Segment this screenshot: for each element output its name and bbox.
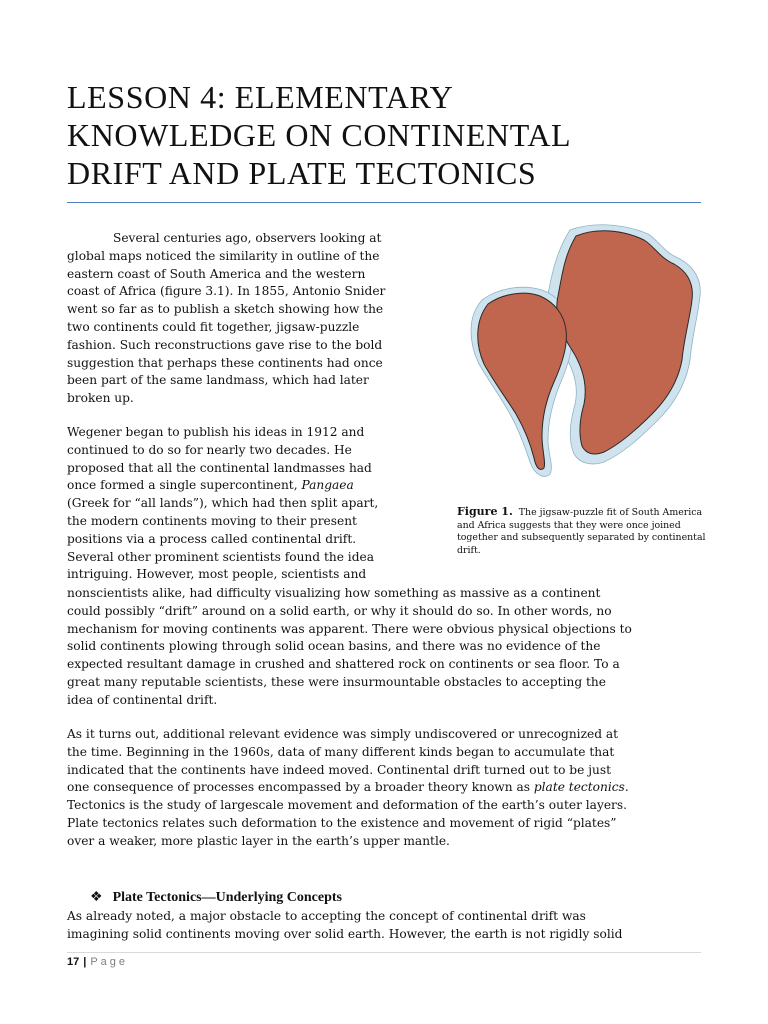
text-line: eastern coast of South America and the western	[67, 266, 366, 281]
text-line: nonscientists alike, had difficulty visualizing how something as massive as a continent	[67, 586, 601, 600]
text-line: intriguing. However, most people, scientists and	[67, 567, 367, 582]
pangaea-term: Pangaea	[301, 478, 354, 493]
text-line: continued to do so for nearly two decades. He	[67, 442, 352, 457]
text-line: coast of Africa (figure 3.1). In 1855, Antonio Snider	[67, 284, 386, 299]
text-line: positions via a process called continental drift.	[67, 531, 357, 546]
title-divider	[67, 202, 701, 203]
text-line: went so far as to publish a sketch showing how the	[67, 302, 384, 317]
text-line: the modern continents moving to their present	[67, 513, 357, 528]
text-line: Several other prominent scientists found the idea	[67, 549, 374, 564]
figure-caption	[457, 506, 707, 557]
text-line: (Greek for “all lands”), which had then split apart,	[67, 496, 379, 511]
text-line: global maps noticed the similarity in outline of the	[67, 248, 380, 263]
paragraph-intro	[67, 230, 407, 408]
text-line: mechanism for moving continents was apparent. There were obvious physical objections to	[67, 621, 632, 636]
text-line: been part of the same landmass, which had later	[67, 373, 369, 388]
text-line: expected resultant damage in crushed and shattered rock on continents or sea floor. To a	[67, 657, 620, 672]
continent-fit-figure	[452, 218, 712, 480]
text-line: could possibly “drift” around on a solid earth, or why it should do so. In other words, no	[67, 603, 612, 618]
section-heading	[90, 889, 342, 906]
footer-divider	[67, 952, 701, 953]
figure-caption-text: The jigsaw-puzzle fit of South America and Africa suggests that they were once joined together and subsequently separated by continental drift.	[457, 507, 706, 556]
footer-separator: |	[83, 956, 87, 968]
page-number: 17	[67, 956, 80, 968]
text-line: great many reputable scientists, these were insurmountable obstacles to accepting the	[67, 674, 606, 689]
text-line	[67, 477, 415, 495]
page-footer	[67, 956, 128, 968]
paragraph-wegener	[67, 424, 415, 584]
text-run: one consequence of processes encompassed by a broader theory known as	[67, 780, 534, 795]
text-line: As it turns out, additional relevant evidence was simply undiscovered or unrecognized at	[67, 727, 619, 741]
paragraph-objections	[67, 585, 707, 710]
text-line: proposed that all the continental landmasses had	[67, 460, 372, 475]
paragraph-evidence	[67, 726, 707, 851]
text-line: solid continents plowing through solid ocean basins, and there was no evidence of the	[67, 639, 601, 654]
text-line	[67, 779, 707, 797]
text-line: two continents could fit together, jigsaw-puzzle	[67, 319, 360, 334]
text-line: indicated that the continents have indeed moved. Continental drift turned out to be just	[67, 762, 611, 777]
page-word: Page	[90, 956, 129, 968]
text-run: once formed a single supercontinent,	[67, 478, 302, 493]
lesson-title-line: LESSON 4: ELEMENTARY	[67, 79, 454, 115]
text-line: over a weaker, more plastic layer in the earth’s upper mantle.	[67, 833, 450, 848]
lesson-title-line: DRIFT AND PLATE TECTONICS	[67, 155, 537, 191]
diamond-bullet-icon: ❖	[90, 890, 103, 905]
text-line: idea of continental drift.	[67, 692, 218, 707]
text-line: Wegener began to publish his ideas in 1912 and	[67, 425, 365, 439]
plate-tectonics-term: plate tectonics	[533, 780, 625, 795]
lesson-title	[67, 78, 707, 192]
section-heading-text: Plate Tectonics—Underlying Concepts	[112, 890, 343, 905]
text-line: the time. Beginning in the 1960s, data of many different kinds began to accumulate that	[67, 744, 615, 759]
text-line: broken up.	[67, 391, 134, 406]
text-line: fashion. Such reconstructions gave rise to the bold	[67, 337, 383, 352]
figure-label: Figure 1.	[457, 505, 513, 518]
text-line: As already noted, a major obstacle to accepting the concept of continental drift was	[67, 909, 586, 923]
text-line: Several centuries ago, observers looking at	[113, 231, 382, 245]
text-line: suggestion that perhaps these continents had once	[67, 355, 383, 370]
lesson-title-line: KNOWLEDGE ON CONTINENTAL	[67, 117, 572, 153]
paragraph-concepts	[67, 908, 707, 944]
text-line: Plate tectonics relates such deformation to the existence and movement of rigid “plates”	[67, 815, 617, 830]
text-line: imagining solid continents moving over solid earth. However, the earth is not rigidly solid	[67, 926, 623, 941]
text-run: .	[624, 780, 629, 795]
text-line: Tectonics is the study of largescale movement and deformation of the earth’s outer layers.	[67, 798, 627, 813]
